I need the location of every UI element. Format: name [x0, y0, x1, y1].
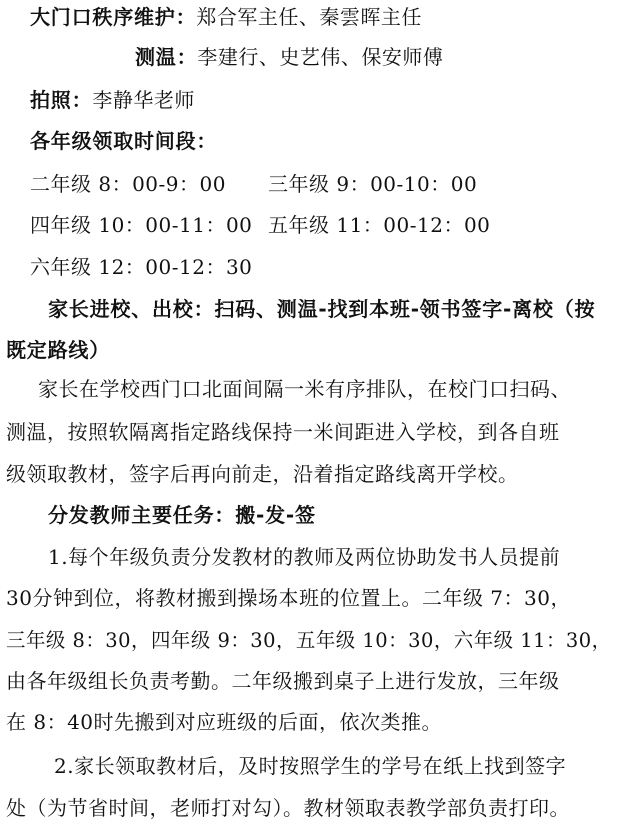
schedule-item: 三年级 9：00-10：00 — [268, 172, 478, 196]
task-2-line: 处（为节省时间，老师打对勾）。教材领取表教学部负责打印。 — [6, 796, 570, 820]
temperature-duty-value: 李建行、史艺伟、保安师傅 — [197, 45, 444, 69]
task-1-line: 在 8：40时先搬到对应班级的后面，依次类推。 — [6, 710, 443, 734]
schedule-item: 四年级 10：00-11：00 — [30, 213, 253, 237]
schedule-item: 六年级 12：00-12：30 — [30, 255, 253, 279]
route-paragraph-line: 测温，按照软隔离指定路线保持一米间距进入学校，到各自班 — [6, 420, 560, 444]
task-1-line: 三年级 8：30，四年级 9：30，五年级 10：30，六年级 11：30， — [6, 628, 612, 652]
photo-duty-line — [30, 85, 195, 115]
photo-duty-value: 李静华老师 — [92, 88, 195, 112]
temperature-duty-label: 测温： — [135, 45, 198, 69]
gate-duty-value: 郑合军主任、秦雲晖主任 — [196, 5, 422, 29]
temperature-duty-line — [135, 42, 443, 72]
gate-duty-line — [30, 2, 422, 32]
tasks-heading: 分发教师主要任务：搬-发-签 — [48, 503, 316, 527]
schedule-item: 五年级 11：00-12：00 — [268, 213, 491, 237]
route-paragraph-line: 级领取教材，签字后再向前走，沿着指定路线离开学校。 — [6, 462, 519, 486]
schedule-heading: 各年级领取时间段： — [30, 129, 218, 153]
route-heading-line-2: 既定路线） — [6, 338, 110, 362]
route-heading-line-1: 家长进校、出校：扫码、测温-找到本班-领书签字-离校（按 — [48, 297, 596, 321]
route-paragraph-line: 家长在学校西门口北面间隔一米有序排队，在校门口扫码、 — [38, 377, 571, 401]
task-2-line: 2.家长领取教材后，及时按照学生的学号在纸上找到签字 — [54, 754, 567, 778]
schedule-item: 二年级 8：00-9：00 — [30, 172, 226, 196]
gate-duty-label: 大门口秩序维护： — [30, 5, 197, 29]
task-1-line: 由各年级组长负责考勤。二年级搬到桌子上进行发放，三年级 — [6, 669, 560, 693]
photo-duty-label: 拍照： — [30, 88, 93, 112]
task-1-line: 1.每个年级负责分发教材的教师及两位协助发书人员提前 — [48, 545, 561, 569]
task-1-line: 30分钟到位，将教材搬到操场本班的位置上。二年级 7：30， — [6, 586, 571, 610]
